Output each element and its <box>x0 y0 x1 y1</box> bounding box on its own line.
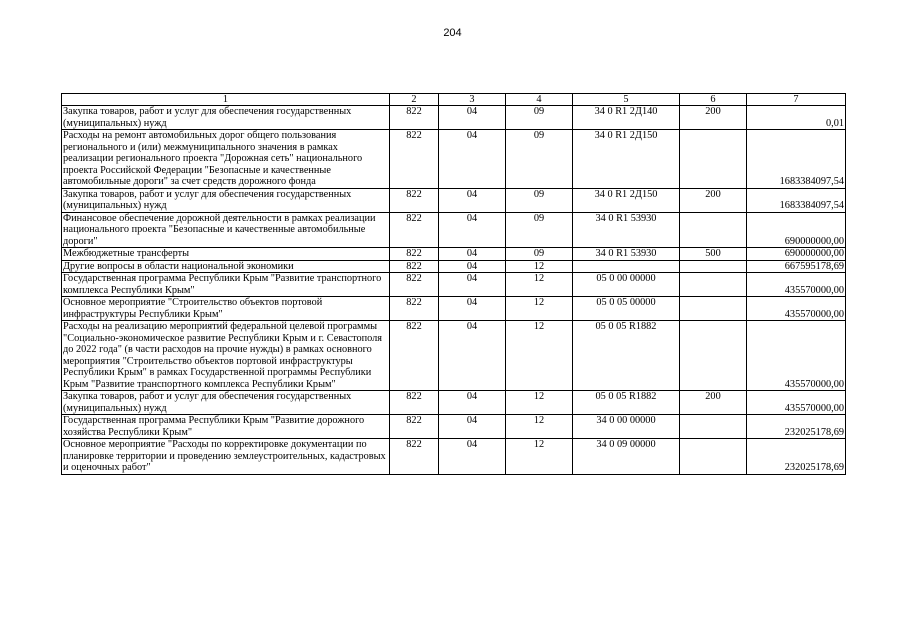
page-number: 204 <box>443 27 462 39</box>
row-code-5: 34 0 09 00000 <box>573 439 680 475</box>
row-code-5: 34 0 00 00000 <box>573 415 680 439</box>
table-row <box>62 248 846 261</box>
row-amount: 1683384097,54 <box>747 188 846 212</box>
header-row <box>62 94 846 106</box>
row-code-3: 04 <box>439 439 506 475</box>
table-row <box>62 260 846 273</box>
row-code-4: 12 <box>506 273 573 297</box>
row-code-3: 04 <box>439 273 506 297</box>
row-amount: 232025178,69 <box>747 439 846 475</box>
row-code-4: 09 <box>506 106 573 130</box>
row-code-2: 822 <box>390 439 439 475</box>
row-amount: 435570000,00 <box>747 273 846 297</box>
row-code-4: 12 <box>506 391 573 415</box>
row-code-6: 500 <box>680 248 747 261</box>
row-name: Финансовое обеспечение дорожной деятельности в рамках реализации национального проекта "Безопасные и качественные автомобильные дороги" <box>62 212 390 248</box>
row-name: Основное мероприятие "Строительство объектов портовой инфраструктуры Республики Крым" <box>62 297 390 321</box>
row-code-5: 34 0 R1 2Д150 <box>573 130 680 189</box>
row-code-3: 04 <box>439 297 506 321</box>
row-name: Расходы на реализацию мероприятий федеральной целевой программы "Социально-экономическое развитие Республики Крым и г. Севастополя до 2022 года" (в части расходов на прочие нужды) в рамках основного мероприятия "Строительство объектов портовой инфраструктуры Республики Крым" в рамках Государственной программы Республики Крым "Развитие транспортного комплекса Республики Крым" <box>62 321 390 391</box>
row-name: Закупка товаров, работ и услуг для обеспечения государственных (муниципальных) нужд <box>62 188 390 212</box>
row-code-5: 34 0 R1 53930 <box>573 212 680 248</box>
table-row <box>62 439 846 475</box>
table-row <box>62 273 846 297</box>
row-code-4: 09 <box>506 212 573 248</box>
row-code-6 <box>680 297 747 321</box>
row-code-5: 34 0 R1 2Д150 <box>573 188 680 212</box>
row-amount: 435570000,00 <box>747 321 846 391</box>
row-amount: 435570000,00 <box>747 297 846 321</box>
row-code-2: 822 <box>390 260 439 273</box>
row-code-6 <box>680 439 747 475</box>
table-row <box>62 106 846 130</box>
row-code-3: 04 <box>439 321 506 391</box>
row-name: Расходы на ремонт автомобильных дорог общего пользования регионального и (или) межмуниципального значения в рамках реализации регионального проекта "Дорожная сеть" национального проекта Российской Федерации "Безопасные и качественные автомобильные дороги" за счет средств дорожного фонда <box>62 130 390 189</box>
row-code-4: 09 <box>506 248 573 261</box>
table-row <box>62 415 846 439</box>
row-code-3: 04 <box>439 260 506 273</box>
row-code-6: 200 <box>680 391 747 415</box>
table-row <box>62 188 846 212</box>
budget-table <box>61 93 846 475</box>
row-code-2: 822 <box>390 273 439 297</box>
column-header-1: 1 <box>62 94 390 106</box>
row-code-4: 12 <box>506 260 573 273</box>
column-header-4: 4 <box>506 94 573 106</box>
row-code-3: 04 <box>439 391 506 415</box>
row-amount: 0,01 <box>747 106 846 130</box>
row-code-4: 12 <box>506 321 573 391</box>
row-code-2: 822 <box>390 415 439 439</box>
table-row <box>62 212 846 248</box>
row-code-5: 05 0 05 R1882 <box>573 391 680 415</box>
row-code-3: 04 <box>439 248 506 261</box>
row-code-4: 12 <box>506 415 573 439</box>
row-code-3: 04 <box>439 212 506 248</box>
row-code-2: 822 <box>390 297 439 321</box>
row-code-6 <box>680 321 747 391</box>
column-header-6: 6 <box>680 94 747 106</box>
row-code-5: 34 0 R1 53930 <box>573 248 680 261</box>
row-code-2: 822 <box>390 188 439 212</box>
row-code-5: 34 0 R1 2Д140 <box>573 106 680 130</box>
row-code-5: 05 0 05 R1882 <box>573 321 680 391</box>
row-code-4: 12 <box>506 297 573 321</box>
row-code-2: 822 <box>390 212 439 248</box>
row-code-5: 05 0 00 00000 <box>573 273 680 297</box>
row-amount: 1683384097,54 <box>747 130 846 189</box>
row-code-5: 05 0 05 00000 <box>573 297 680 321</box>
row-code-3: 04 <box>439 415 506 439</box>
row-name: Межбюджетные трансферты <box>62 248 390 261</box>
row-code-3: 04 <box>439 130 506 189</box>
row-code-6 <box>680 415 747 439</box>
row-amount: 667595178,69 <box>747 260 846 273</box>
row-code-6 <box>680 130 747 189</box>
row-code-3: 04 <box>439 188 506 212</box>
row-name: Государственная программа Республики Крым "Развитие транспортного комплекса Республики Крым" <box>62 273 390 297</box>
row-code-2: 822 <box>390 321 439 391</box>
row-code-4: 09 <box>506 188 573 212</box>
column-header-7: 7 <box>747 94 846 106</box>
column-header-5: 5 <box>573 94 680 106</box>
row-name: Закупка товаров, работ и услуг для обеспечения государственных (муниципальных) нужд <box>62 106 390 130</box>
row-amount: 435570000,00 <box>747 391 846 415</box>
row-code-2: 822 <box>390 248 439 261</box>
table-row <box>62 391 846 415</box>
row-amount: 690000000,00 <box>747 212 846 248</box>
row-code-6 <box>680 212 747 248</box>
row-code-6: 200 <box>680 188 747 212</box>
row-name: Основное мероприятие "Расходы по корректировке документации по планировке территории и проведению землеустроительных, кадастровых и оценочных работ" <box>62 439 390 475</box>
row-code-4: 12 <box>506 439 573 475</box>
row-name: Государственная программа Республики Крым "Развитие дорожного хозяйства Республики Крым" <box>62 415 390 439</box>
row-code-6: 200 <box>680 106 747 130</box>
row-code-3: 04 <box>439 106 506 130</box>
row-amount: 232025178,69 <box>747 415 846 439</box>
table-row <box>62 297 846 321</box>
row-amount: 690000000,00 <box>747 248 846 261</box>
row-code-6 <box>680 260 747 273</box>
row-code-5 <box>573 260 680 273</box>
row-code-2: 822 <box>390 391 439 415</box>
table-row <box>62 130 846 189</box>
column-header-3: 3 <box>439 94 506 106</box>
row-code-4: 09 <box>506 130 573 189</box>
row-code-2: 822 <box>390 106 439 130</box>
row-name: Закупка товаров, работ и услуг для обеспечения государственных (муниципальных) нужд <box>62 391 390 415</box>
row-code-2: 822 <box>390 130 439 189</box>
table-row <box>62 321 846 391</box>
row-name: Другие вопросы в области национальной экономики <box>62 260 390 273</box>
column-header-2: 2 <box>390 94 439 106</box>
row-code-6 <box>680 273 747 297</box>
